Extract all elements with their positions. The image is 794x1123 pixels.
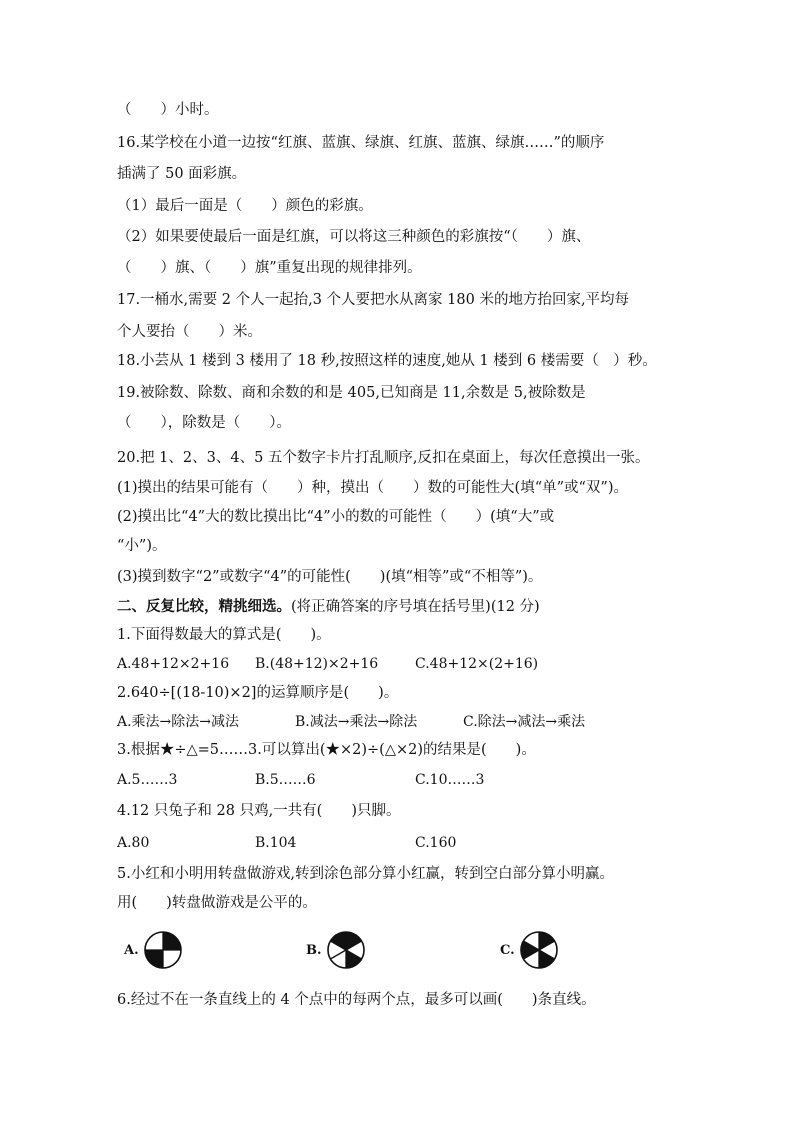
option-c bbox=[500, 930, 559, 970]
question-16-2: （2）如果要使最后一面是红旗，可以将这三种颜色的彩旗按“（ ）旗、 bbox=[117, 229, 591, 245]
spinner-wheel-c bbox=[519, 930, 559, 970]
option-b: B.(48+12)×2+16 bbox=[255, 656, 379, 672]
option-c: C.除法→减法→乘法 bbox=[463, 714, 586, 730]
option-c: C.10……3 bbox=[415, 772, 485, 788]
text-line: 个人要抬（ ）米。 bbox=[117, 324, 262, 340]
text-line: （ ）小时。 bbox=[117, 102, 219, 118]
question-16: 16.某学校在小道一边按“红旗、蓝旗、绿旗、红旗、蓝旗、绿旗……”的顺序 bbox=[117, 135, 605, 151]
text-line: （ ），除数是（ ）。 bbox=[117, 415, 291, 431]
choice-question-5: 5.小红和小明用转盘做游戏,转到涂色部分算小红赢，转到空白部分算小明赢。 bbox=[117, 866, 614, 882]
question-16-1: （1）最后一面是（ ）颜色的彩旗。 bbox=[117, 198, 373, 214]
question-17: 17.一桶水,需要 2 个人一起抬,3 个人要把水从离家 180 米的地方抬回家,平均每 bbox=[117, 292, 630, 308]
option-a: A.48+12×2+16 bbox=[117, 656, 230, 672]
section-heading bbox=[117, 597, 540, 617]
spinner-wheel-a bbox=[143, 930, 183, 970]
text-line: （ ）旗、（ ）旗”重复出现的规律排列。 bbox=[117, 260, 422, 276]
choice-question-3: 3.根据★÷△=5……3.可以算出(★×2)÷(△×2)的结果是( )。 bbox=[117, 742, 536, 758]
choice-question-2: 2.640÷[(18-10)×2]的运算顺序是( )。 bbox=[117, 685, 399, 701]
option-a: A.乘法→除法→减法 bbox=[117, 714, 240, 730]
choice-question-4: 4.12 只兔子和 28 只鸡,一共有( )只脚。 bbox=[117, 803, 401, 819]
spinner-wheel-b bbox=[326, 930, 366, 970]
text-line: 用( )转盘做游戏是公平的。 bbox=[117, 895, 317, 911]
question-20-1: (1)摸出的结果可能有（ ）种，摸出（ ）数的可能性大(填“单”或“双”)。 bbox=[117, 480, 629, 496]
option-a: A.80 bbox=[117, 835, 150, 851]
text-line: 插满了 50 面彩旗。 bbox=[117, 166, 247, 182]
question-20: 20.把 1、2、3、4、5 五个数字卡片打乱顺序,反扣在桌面上，每次任意摸出一张。 bbox=[117, 450, 650, 466]
option-a: A.5……3 bbox=[117, 772, 178, 788]
choice-question-1: 1.下面得数最大的算式是( )。 bbox=[117, 627, 331, 643]
section-title: 二、反复比较，精挑细选。 bbox=[117, 598, 291, 615]
text-line: “小”)。 bbox=[117, 538, 167, 554]
question-19: 19.被除数、除数、商和余数的和是 405,已知商是 11,余数是 5,被除数是 bbox=[117, 385, 586, 401]
option-c: C.48+12×(2+16) bbox=[415, 656, 539, 672]
question-18: 18.小芸从 1 楼到 3 楼用了 18 秒,按照这样的速度,她从 1 楼到 6 楼需要（ ）秒。 bbox=[117, 353, 657, 369]
option-letter: A. bbox=[124, 942, 139, 958]
question-20-2: (2)摸出比“4”大的数比摸出比“4”小的数的可能性（ ）(填“大”或 bbox=[117, 509, 555, 525]
option-c: C.160 bbox=[415, 835, 457, 851]
option-letter: C. bbox=[500, 942, 515, 958]
choice-question-6: 6.经过不在一条直线上的 4 个点中的每两个点，最多可以画( )条直线。 bbox=[117, 992, 596, 1008]
option-b: B.5……6 bbox=[255, 772, 316, 788]
option-letter: B. bbox=[306, 942, 322, 958]
option-b: B.104 bbox=[255, 835, 297, 851]
question-20-3: (3)摸到数字“2”或数字“4”的可能性( )(填“相等”或“不相等”)。 bbox=[117, 569, 543, 585]
option-b bbox=[306, 930, 366, 970]
option-b: B.减法→乘法→除法 bbox=[295, 714, 418, 730]
option-a bbox=[124, 930, 183, 970]
section-instruction: (将正确答案的序号填在括号里)(12 分) bbox=[291, 599, 540, 615]
